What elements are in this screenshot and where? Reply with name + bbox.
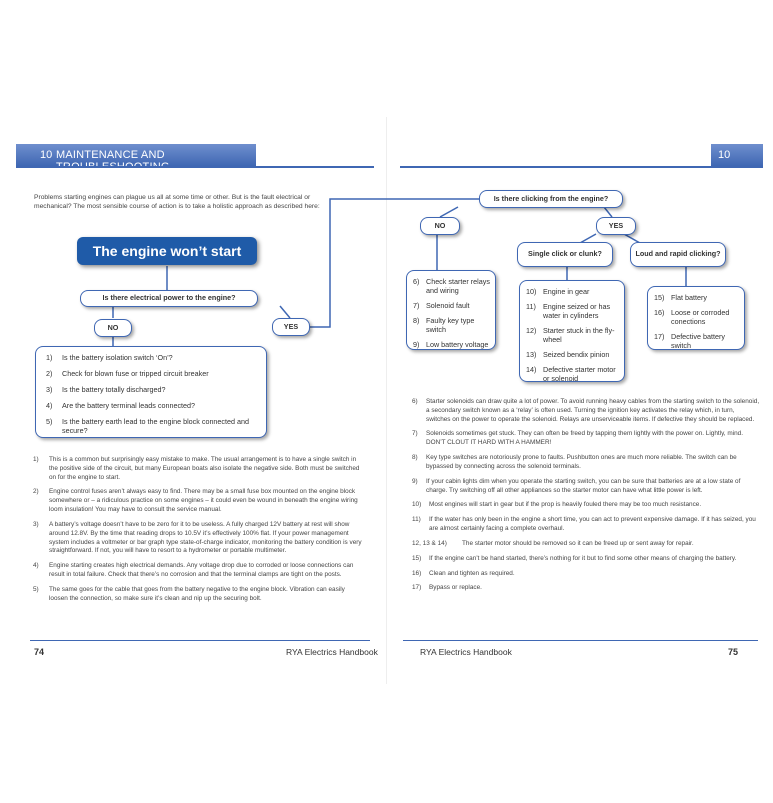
question-single-click: Single click or clunk? bbox=[517, 242, 613, 267]
no-click-checklist bbox=[406, 270, 496, 350]
list-item: 1) Is the battery isolation switch ‘On’? bbox=[46, 353, 173, 362]
list-item: 15) Flat battery bbox=[654, 293, 707, 302]
power-no-checklist bbox=[35, 346, 267, 438]
note-item: 6) Starter solenoids can draw quite a lot of power. To avoid running heavy cables from the starting switch to the solenoid, a secondary switch known as a ‘relay’ is often used. Turning the ignition key activates the relay which, in turn, switches on the power to operate the solenoid. Relays are unserviceable items. If defective they should be replaced. bbox=[412, 398, 760, 423]
note-item: 12, 13 & 14) The starter motor should be removed so it can be freed up or sent away for repair. bbox=[412, 539, 694, 547]
chapter-number: 10 bbox=[40, 149, 53, 161]
list-item: 6) Check starter relays and wiring bbox=[413, 277, 490, 295]
power-yes-label: YES bbox=[272, 318, 310, 336]
list-item: 4) Are the battery terminal leads connected? bbox=[46, 401, 196, 410]
note-item: 7) Solenoids sometimes get stuck. They can often be freed by tapping them lightly with the power on. Lightly, mind. DON’T CLOUT IT HARD WITH A HAMMER! bbox=[412, 430, 743, 447]
note-item: 11) If the water has only been in the engine a short time, you can act to prevent expensive damage. If it has seized, you are almost certainly facing a complete overhaul. bbox=[412, 516, 756, 533]
footer-title-left: RYA Electrics Handbook bbox=[286, 647, 378, 657]
list-item: 11) Engine seized or has water in cylinders bbox=[526, 302, 611, 320]
list-item: 9) Low battery voltage bbox=[413, 340, 489, 349]
note-item: 17) Bypass or replace. bbox=[412, 584, 482, 592]
single-click-checklist bbox=[519, 280, 625, 382]
chapter-title: MAINTENANCE AND bbox=[56, 149, 165, 161]
note-item: 1) This is a common but surprisingly easy mistake to make. The usual arrangement is to have a single switch in the positive side of the circuit, but many European boats also isolate the negative side. Both must be switched on for the engine to start. bbox=[33, 456, 360, 481]
note-item: 15) If the engine can’t be hand started, there’s nothing for it but to find some other means of charging the battery. bbox=[412, 554, 737, 562]
note-item: 2) Engine control fuses aren’t always easy to find. There may be a small fuse box mounted on the engine block somewhere or – a ridiculous practice on some engines – it could even be wound in beneath the engine wiring loom insulation! You may have to consult the service manual. bbox=[33, 488, 358, 514]
note-item: 8) Key type switches are notoriously prone to faults. Pushbutton ones are much more reliable. The switch can be bypassed by connecting across the solenoid terminals. bbox=[412, 454, 737, 470]
intro-paragraph: Problems starting engines can plague us all at some time or other. But is the fault electrical or mechanical? The most sensible course of action is to take a holistic approach as described here: bbox=[34, 194, 320, 211]
note-item: 10) Most engines will start in gear but if the prop is heavily fouled there may be too much resistance. bbox=[412, 501, 702, 509]
note-item: 16) Clean and tighten as required. bbox=[412, 569, 515, 577]
question-loud-click: Loud and rapid clicking? bbox=[630, 242, 726, 267]
loud-click-checklist bbox=[647, 286, 745, 350]
clicking-yes-label: YES bbox=[596, 217, 636, 235]
list-item: 14) Defective starter motor or solenoid bbox=[526, 365, 616, 383]
left-notes bbox=[33, 456, 363, 610]
note-item: 9) If your cabin lights dim when you operate the starting switch, you can be sure that batteries are at a low state of charge. Try switching off all other appliances so the starter motor can have what little power is left. bbox=[412, 477, 741, 494]
chapter-number-right: 10 bbox=[718, 149, 731, 161]
list-item: 10) Engine in gear bbox=[526, 287, 590, 296]
question-clicking: Is there clicking from the engine? bbox=[479, 190, 623, 208]
list-item: 16) Loose or corroded conections bbox=[654, 308, 730, 326]
footer-title-right: RYA Electrics Handbook bbox=[420, 647, 512, 657]
question-power: Is there electrical power to the engine? bbox=[80, 290, 258, 307]
power-no-label: NO bbox=[94, 319, 132, 337]
list-item: 5) Is the battery earth lead to the engine block connected and secure? bbox=[46, 417, 250, 435]
list-item: 2) Check for blown fuse or tripped circuit breaker bbox=[46, 369, 209, 378]
right-notes bbox=[412, 398, 760, 599]
note-item: 5) The same goes for the cable that goes from the battery negative to the engine block. Vibration can easily loosen the connection, so make sure it’s clean and nip up the securing bolt. bbox=[33, 585, 345, 602]
list-item: 3) Is the battery totally discharged? bbox=[46, 385, 166, 394]
list-item: 17) Defective battery switch bbox=[654, 332, 725, 350]
list-item: 7) Solenoid fault bbox=[413, 301, 470, 310]
page-number-right: 75 bbox=[728, 647, 739, 657]
list-item: 12) Starter stuck in the fly-wheel bbox=[526, 326, 615, 344]
list-item: 8) Faulty key type switch bbox=[413, 316, 475, 334]
page-number-left: 74 bbox=[34, 647, 45, 657]
clicking-no-label: NO bbox=[420, 217, 460, 235]
flowchart-title: The engine won’t start bbox=[77, 237, 257, 265]
note-item: 3) A battery’s voltage doesn’t have to be zero for it to be useless. A fully charged 12V battery at rest will show around 12.8V. By the time that reading drops to 10.5V it’s effectively 100% flat. If your power management system includes a voltmeter or bar graph type state-of-charge indicator, monitoring the battery condition is very straightforward. If not, you will have to resort to a hydrometer or portable multimeter. bbox=[33, 520, 362, 555]
note-item: 4) Engine starting creates high electrical demands. Any voltage drop due to corroded or loose connections can result in total failure. Check that there’s no corrosion and that the terminal clamps are tight on the posts. bbox=[33, 562, 354, 579]
list-item: 13) Seized bendix pinion bbox=[526, 350, 610, 359]
